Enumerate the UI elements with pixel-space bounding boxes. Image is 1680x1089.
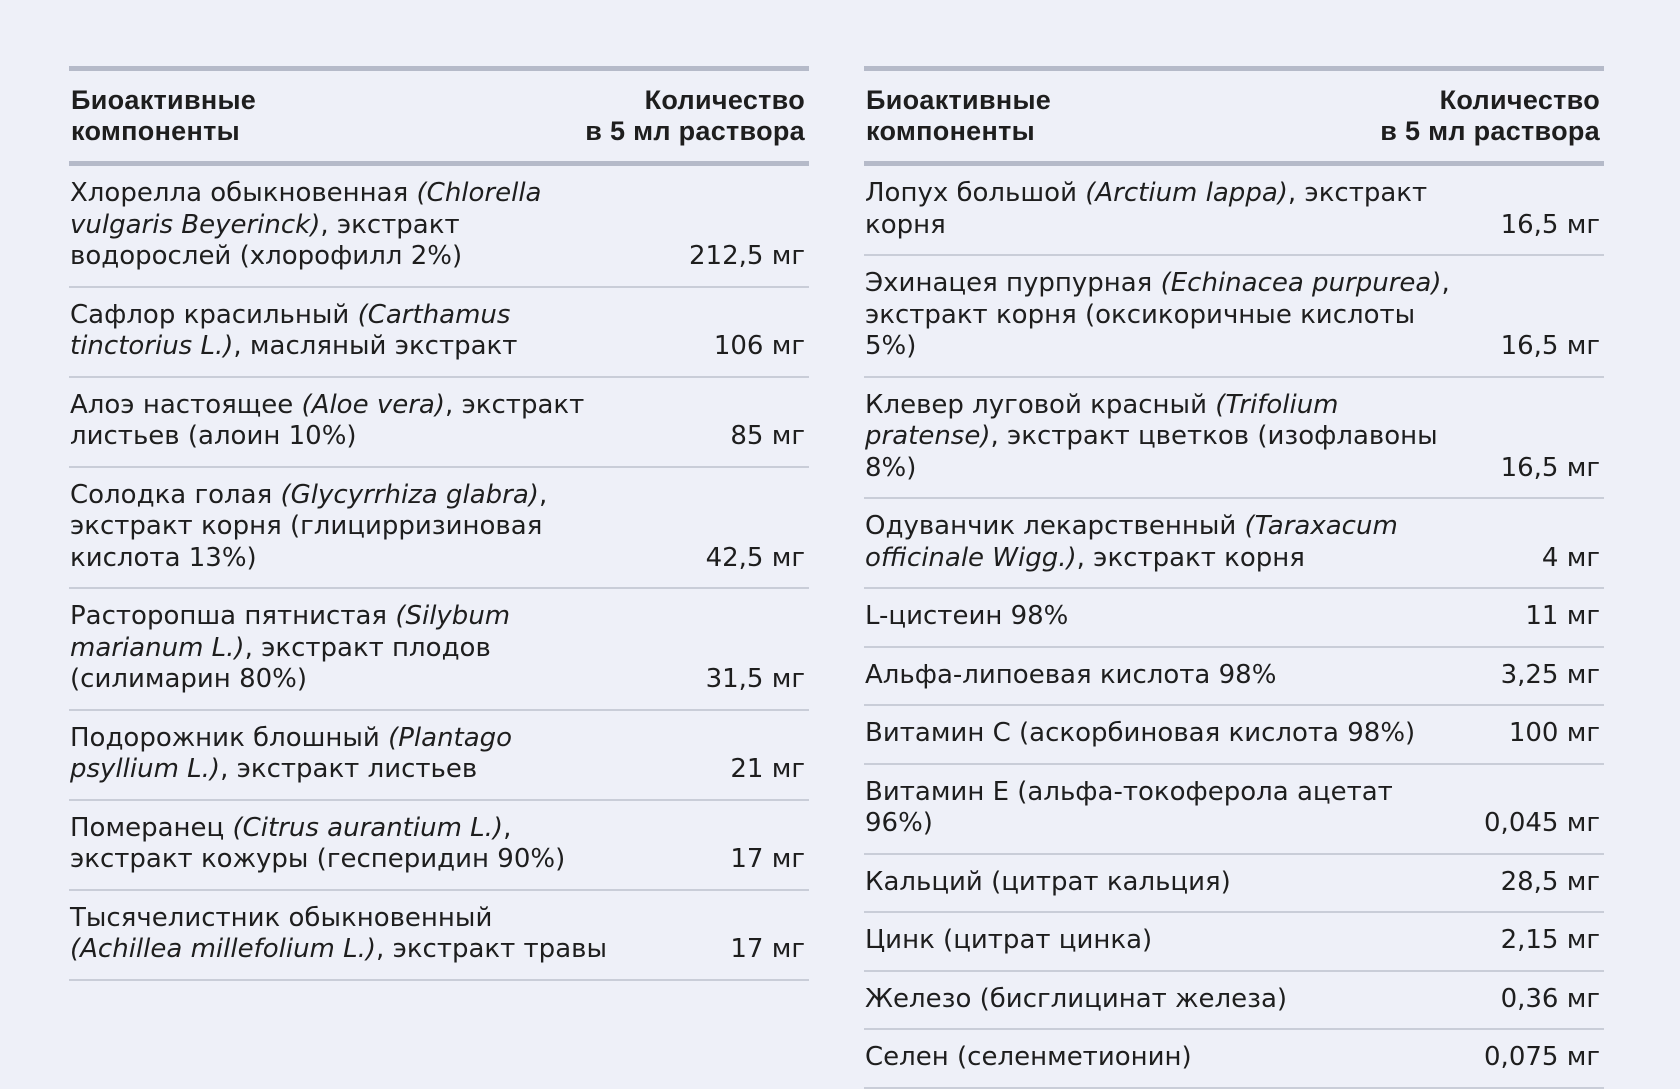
- table-row: [864, 378, 1604, 500]
- component-name-detail: , экстракт корня (глицирризиновая кислота 13%): [70, 479, 548, 573]
- table-body: [69, 166, 809, 981]
- latin-name: (Trifolium pratense): [865, 389, 1339, 451]
- component-name-text: Солодка голая: [70, 479, 281, 510]
- header-text: Количество: [1439, 85, 1600, 115]
- component-name-detail: , экстракт корня (оксикоричные кислоты 5%): [865, 268, 1450, 361]
- table-row: [69, 801, 809, 891]
- component-name-text: Расторопша пятнистая: [70, 601, 396, 631]
- component-name: [865, 660, 1276, 692]
- component-name-detail: , масляный экстракт: [233, 331, 518, 361]
- component-name-text: Тысячелистник обыкновенный: [70, 902, 493, 933]
- component-name: [865, 390, 1465, 485]
- component-name-text: Витамин Е (альфа-токоферола ацетат 96%): [865, 776, 1393, 838]
- latin-name: (Arctium lappa): [1085, 178, 1288, 208]
- component-name: [865, 601, 1068, 633]
- component-name-detail: , экстракт корня: [865, 178, 1428, 240]
- latin-name: (Glycyrrhiza glabra): [280, 479, 539, 510]
- component-name-text: Хлорелла обыкновенная: [70, 178, 417, 208]
- component-name-text: Цинк (цитрат цинка): [865, 925, 1153, 955]
- component-name-text: L-цистеин 98%: [865, 601, 1069, 631]
- amount-value: 85 мг: [730, 421, 805, 451]
- table-row: [864, 706, 1604, 765]
- component-name-text: Померанец: [70, 812, 233, 843]
- table-row: [864, 855, 1604, 914]
- table-row: [864, 765, 1604, 855]
- component-name-detail: , экстракт листьев: [220, 754, 478, 784]
- amount-value: 42,5 мг: [705, 542, 805, 573]
- components-column-header: [71, 85, 256, 147]
- component-name-text: Подорожник блошный: [70, 722, 389, 753]
- header-text: компоненты: [866, 116, 1035, 146]
- component-name-text: Селен (селенметионин): [865, 1042, 1192, 1072]
- components-column-header: [866, 85, 1051, 147]
- component-name-detail: , экстракт плодов (силимарин 80%): [70, 632, 491, 694]
- table-row: [69, 378, 809, 468]
- header-text: Биоактивные: [866, 85, 1052, 115]
- table-row: [864, 256, 1604, 378]
- amount-value: 106 мг: [713, 331, 805, 361]
- amount-value: 16,5 мг: [1500, 452, 1600, 483]
- amount-value: 11 мг: [1525, 601, 1600, 631]
- latin-name: (Achillea millefolium L.): [70, 934, 377, 964]
- table-header: [69, 66, 809, 166]
- amount-value: 21 мг: [730, 754, 805, 784]
- amount-value: 212,5 мг: [689, 241, 805, 271]
- latin-name: (Plantago psyllium L.): [70, 722, 513, 784]
- component-name: [70, 723, 610, 786]
- component-name-text: Одуванчик лекарственный: [865, 511, 1245, 541]
- component-name-text: Эхинацея пурпурная: [865, 268, 1161, 298]
- component-name-detail: , экстракт корня: [1076, 542, 1305, 573]
- component-name-detail: , экстракт водорослей (хлорофилл 2%): [70, 209, 463, 271]
- component-name-detail: , экстракт цветков (изофлавоны 8%): [865, 421, 1438, 483]
- component-name: [70, 300, 610, 363]
- component-name: [70, 480, 610, 575]
- amount-value: 16,5 мг: [1500, 209, 1600, 240]
- amount-column-header: [585, 85, 805, 147]
- ingredients-table-left: [69, 66, 809, 981]
- table-row: [69, 468, 809, 590]
- latin-name: (Chlorella vulgaris Beyerinck): [70, 178, 542, 240]
- latin-name: (Aloe vera): [301, 389, 445, 420]
- amount-value: 4 мг: [1541, 542, 1600, 573]
- amount-value: 17 мг: [730, 934, 805, 964]
- component-name: [865, 718, 1415, 750]
- amount-value: 0,36 мг: [1500, 983, 1600, 1014]
- component-name: [865, 925, 1152, 957]
- table-row: [864, 1030, 1604, 1089]
- component-name: [865, 777, 1465, 840]
- amount-value: 16,5 мг: [1500, 331, 1600, 361]
- table-header: [864, 66, 1604, 166]
- latin-name: (Silybum marianum L.): [70, 601, 511, 663]
- header-text: Биоактивные: [71, 85, 257, 115]
- component-name-text: Альфа-липоевая кислота 98%: [865, 659, 1277, 690]
- component-name: [865, 1042, 1192, 1074]
- component-name: [865, 178, 1465, 241]
- latin-name: (Echinacea purpurea): [1160, 268, 1442, 298]
- component-name: [865, 867, 1231, 899]
- component-name: [865, 511, 1465, 574]
- table-row: [864, 972, 1604, 1031]
- component-name: [70, 903, 610, 966]
- ingredients-table-right: [864, 66, 1604, 1089]
- amount-value: 0,075 мг: [1484, 1042, 1600, 1072]
- component-name-text: Кальций (цитрат кальция): [865, 866, 1231, 897]
- component-name: [70, 390, 610, 453]
- component-name-detail: , экстракт кожуры (гесперидин 90%): [70, 812, 566, 874]
- component-name: [70, 813, 610, 876]
- header-text: в 5 мл раствора: [1380, 116, 1600, 146]
- amount-value: 31,5 мг: [705, 664, 805, 694]
- component-name-text: Сафлор красильный: [70, 299, 358, 330]
- component-name-text: Витамин С (аскорбиновая кислота 98%): [865, 718, 1416, 748]
- table-row: [864, 166, 1604, 256]
- table-row: [69, 711, 809, 801]
- amount-value: 0,045 мг: [1484, 808, 1600, 838]
- amount-column-header: [1380, 85, 1600, 147]
- latin-name: (Carthamus tinctorius L.): [70, 299, 511, 361]
- amount-value: 17 мг: [730, 844, 805, 874]
- latin-name: (Taraxacum officinale Wigg.): [865, 511, 1398, 573]
- table-row: [69, 891, 809, 981]
- table-row: [69, 166, 809, 288]
- header-text: в 5 мл раствора: [585, 116, 805, 146]
- table-row: [864, 499, 1604, 589]
- header-text: Количество: [644, 85, 805, 115]
- component-name: [70, 178, 610, 273]
- header-text: компоненты: [71, 116, 240, 146]
- component-name: [865, 984, 1287, 1016]
- amount-value: 2,15 мг: [1500, 925, 1600, 955]
- component-name-detail: , экстракт травы: [376, 934, 607, 964]
- amount-value: 28,5 мг: [1500, 866, 1600, 897]
- table-row: [864, 648, 1604, 707]
- table-row: [864, 589, 1604, 648]
- component-name-detail: , экстракт листьев (алоин 10%): [70, 389, 585, 451]
- component-name: [70, 601, 610, 696]
- component-name-text: Железо (бисглицинат железа): [865, 983, 1288, 1014]
- component-name-text: Клевер луговой красный: [865, 389, 1216, 420]
- table-row: [69, 589, 809, 711]
- latin-name: (Citrus aurantium L.): [232, 812, 504, 843]
- table-body: [864, 166, 1604, 1089]
- component-name-text: Лопух большой: [865, 178, 1086, 208]
- table-row: [864, 913, 1604, 972]
- component-name: [865, 268, 1465, 363]
- table-row: [69, 288, 809, 378]
- amount-value: 3,25 мг: [1500, 659, 1600, 690]
- component-name-text: Алоэ настоящее: [70, 389, 302, 420]
- amount-value: 100 мг: [1508, 718, 1600, 748]
